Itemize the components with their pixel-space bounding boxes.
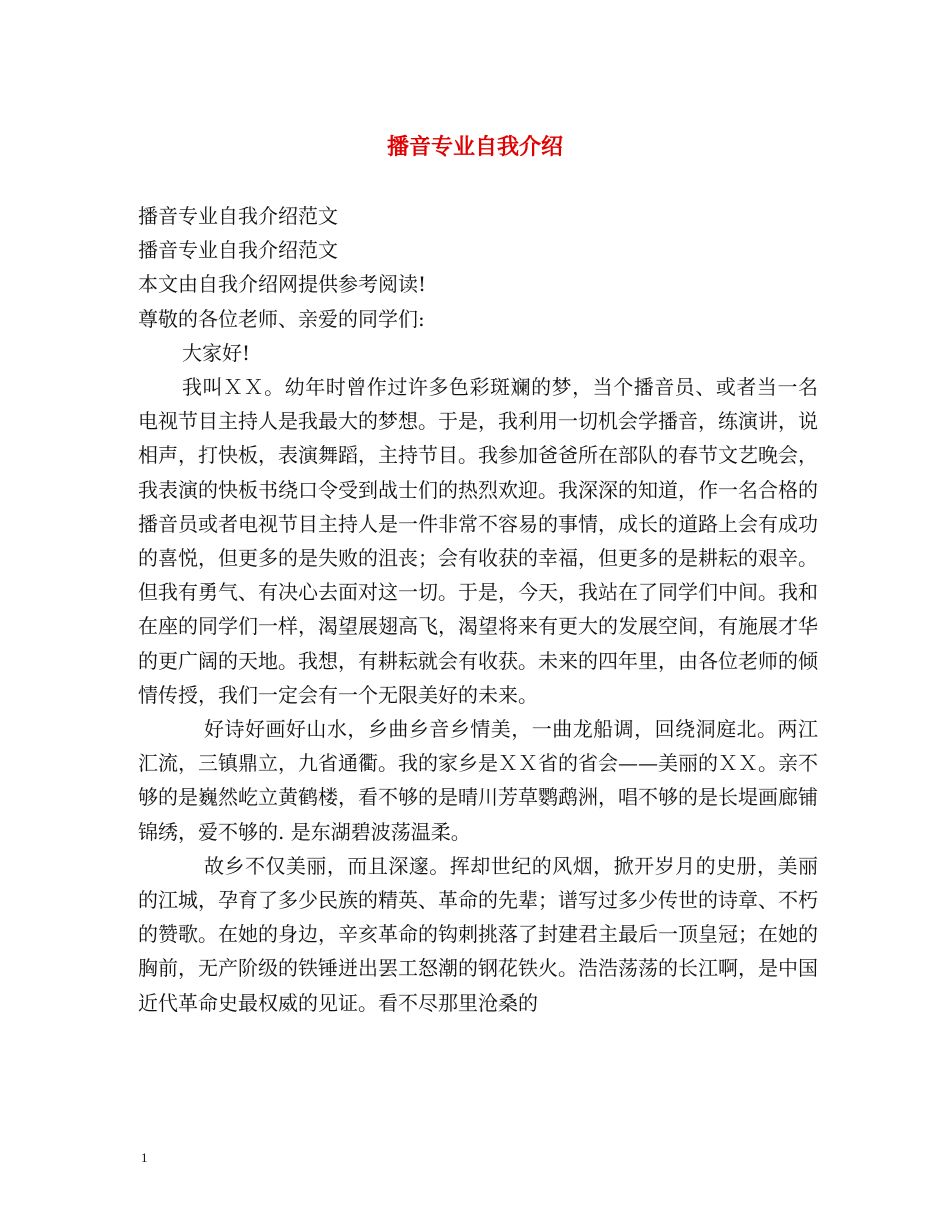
subtitle-line: 播音专业自我介绍范文 [138, 204, 338, 228]
document-body [138, 199, 818, 1020]
subtitle-line: 播音专业自我介绍范文 [138, 238, 338, 263]
body-paragraph: 好诗好画好山水，乡曲乡音乡情美，一曲龙船调，回绕洞庭北。两江汇流，三镇鼎立，九省通衢。我的家乡是ＸＸ省的省会——美丽的ＸＸ。亲不够的是巍然屹立黄鹤楼，看不够的是晴川芳草鹦鹉洲，唱不够的是长堤画廊铺锦绣，爱不够的. 是东湖碧波荡温柔。 [138, 717, 818, 844]
page-number: 1 [141, 1150, 148, 1165]
greeting-line: 大家好! [182, 340, 251, 365]
body-paragraph: 故乡不仅美丽，而且深邃。挥却世纪的风烟，掀开岁月的史册，美丽的江城，孕育了多少民族的精英、革命的先辈；谱写过多少传世的诗章、不朽的赞歌。在她的身边，辛亥革命的钩刺挑落了封建君主最后一顶皇冠；在她的胸前，无产阶级的铁锤迸出罢工怒潮的钢花铁火。浩浩荡荡的长江啊，是中国近代革命史最权威的见证。看不尽那里沧桑的 [138, 853, 818, 1015]
body-paragraph: 我叫ＸＸ。幼年时曾作过许多色彩斑斓的梦，当个播音员、或者当一名电视节目主持人是我最大的梦想。于是，我利用一切机会学播音，练演讲，说相声，打快板，表演舞蹈，主持节目。我参加爸爸所在部队的春节文艺晚会，我表演的快板书绕口令受到战士们的热烈欢迎。我深深的知道，作一名合格的播音员或者电视节目主持人是一件非常不容易的事情，成长的道路上会有成功的喜悦，但更多的是失败的沮丧；会有收获的幸福，但更多的是耕耘的艰辛。但我有勇气、有决心去面对这一切。于是，今天，我站在了同学们中间。我和在座的同学们一样，渴望展翅高飞，渴望将来有更大的发展空间，有施展才华的更广阔的天地。我想，有耕耘就会有收获。未来的四年里，由各位老师的倾情传授，我们一定会有一个无限美好的未来。 [138, 375, 818, 707]
source-line: 本文由自我介绍网提供参考阅读! [138, 272, 427, 297]
document-title: 播音专业自我介绍 [386, 134, 563, 160]
salutation-line: 尊敬的各位老师、亲爱的同学们: [138, 306, 425, 331]
